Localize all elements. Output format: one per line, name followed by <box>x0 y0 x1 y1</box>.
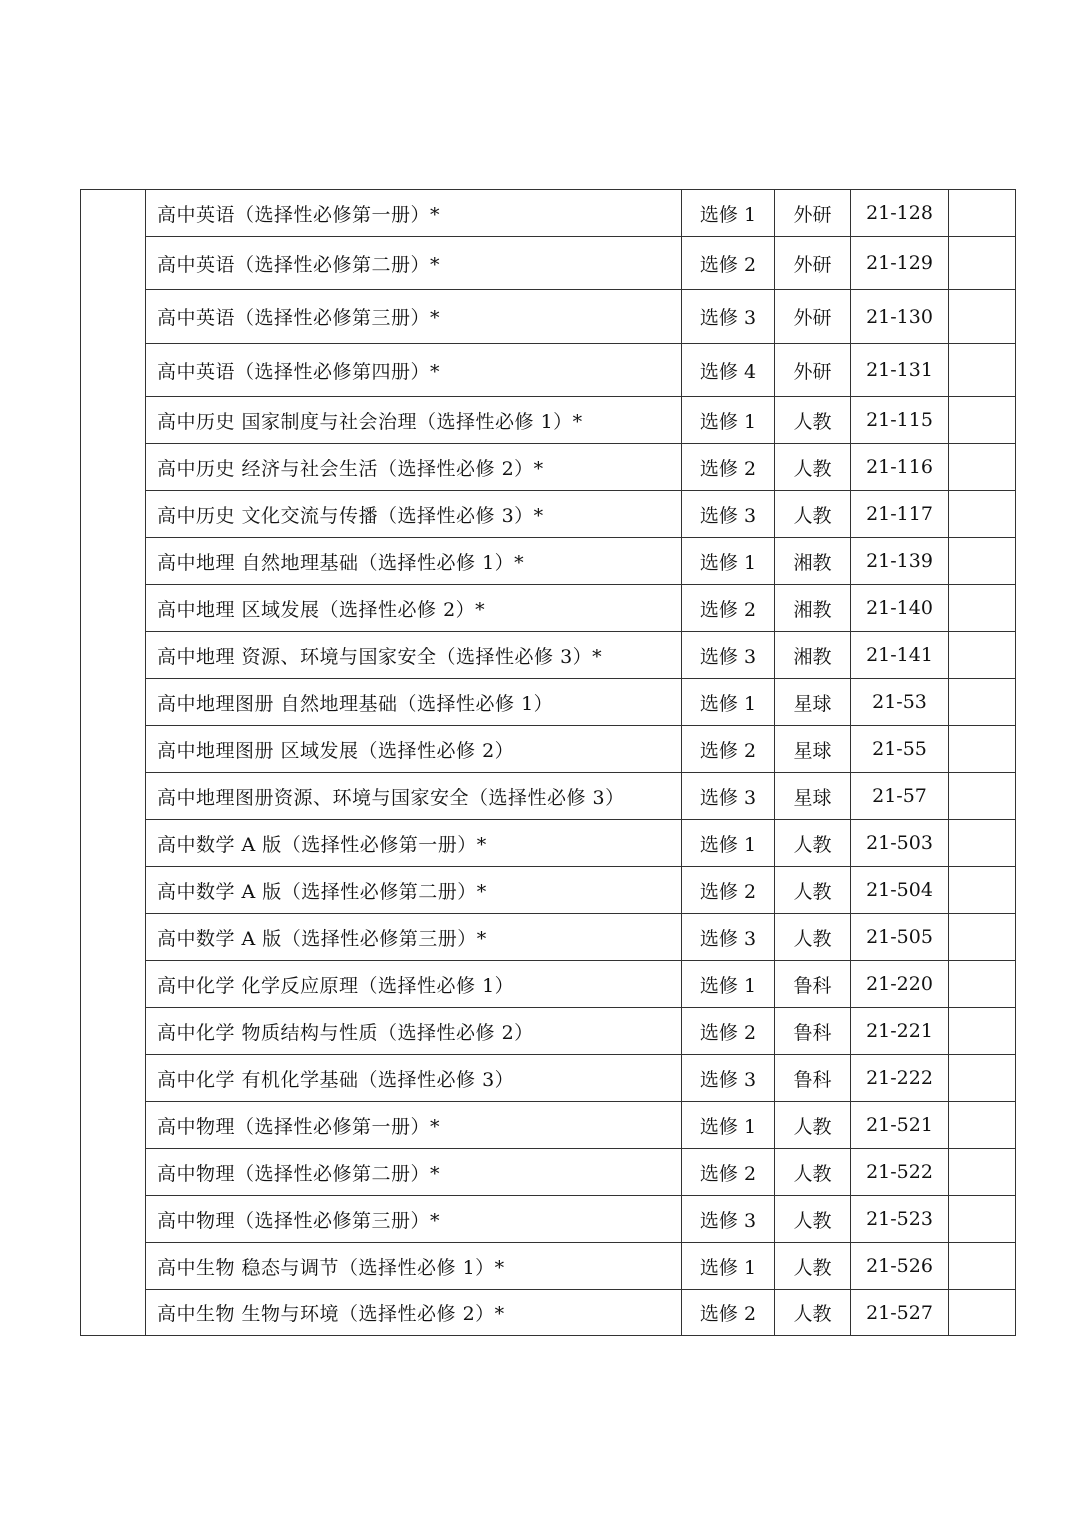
book-title-cell: 高中地理图册资源、环境与国家安全（选择性必修 3） <box>146 773 682 820</box>
note-cell <box>949 491 1016 538</box>
table-row <box>81 190 1016 237</box>
book-title-cell: 高中数学 A 版（选择性必修第一册）* <box>146 820 682 867</box>
book-title-cell: 高中历史 国家制度与社会治理（选择性必修 1）* <box>146 397 682 444</box>
publisher-cell: 湘教 <box>775 538 851 585</box>
book-title-cell: 高中地理 区域发展（选择性必修 2）* <box>146 585 682 632</box>
note-cell <box>949 1102 1016 1149</box>
book-title-cell: 高中地理 自然地理基础（选择性必修 1）* <box>146 538 682 585</box>
book-title-cell: 高中物理（选择性必修第一册）* <box>146 1102 682 1149</box>
volume-cell: 选修 4 <box>682 344 775 397</box>
volume-cell: 选修 3 <box>682 290 775 344</box>
note-cell <box>949 1290 1016 1336</box>
book-title-cell: 高中英语（选择性必修第三册）* <box>146 290 682 344</box>
note-cell <box>949 1243 1016 1290</box>
publisher-cell: 人教 <box>775 491 851 538</box>
code-cell: 21-220 <box>851 961 949 1008</box>
publisher-cell: 人教 <box>775 867 851 914</box>
code-cell: 21-526 <box>851 1243 949 1290</box>
note-cell <box>949 190 1016 237</box>
code-cell: 21-527 <box>851 1290 949 1336</box>
publisher-cell: 外研 <box>775 190 851 237</box>
book-title-cell: 高中英语（选择性必修第一册）* <box>146 190 682 237</box>
note-cell <box>949 773 1016 820</box>
volume-cell: 选修 1 <box>682 1243 775 1290</box>
category-cell <box>81 190 146 1336</box>
publisher-cell: 星球 <box>775 726 851 773</box>
publisher-cell: 星球 <box>775 679 851 726</box>
volume-cell: 选修 2 <box>682 1290 775 1336</box>
book-title-cell: 高中生物 生物与环境（选择性必修 2）* <box>146 1290 682 1336</box>
publisher-cell: 星球 <box>775 773 851 820</box>
publisher-cell: 人教 <box>775 820 851 867</box>
volume-cell: 选修 2 <box>682 444 775 491</box>
table-row <box>81 1290 1016 1336</box>
note-cell <box>949 867 1016 914</box>
volume-cell: 选修 1 <box>682 538 775 585</box>
publisher-cell: 人教 <box>775 444 851 491</box>
publisher-cell: 人教 <box>775 914 851 961</box>
book-title-cell: 高中数学 A 版（选择性必修第三册）* <box>146 914 682 961</box>
table-row <box>81 867 1016 914</box>
note-cell <box>949 632 1016 679</box>
book-title-cell: 高中化学 有机化学基础（选择性必修 3） <box>146 1055 682 1102</box>
book-title-cell: 高中化学 物质结构与性质（选择性必修 2） <box>146 1008 682 1055</box>
table-row <box>81 820 1016 867</box>
book-title-cell: 高中历史 经济与社会生活（选择性必修 2）* <box>146 444 682 491</box>
publisher-cell: 人教 <box>775 1290 851 1336</box>
volume-cell: 选修 2 <box>682 237 775 290</box>
code-cell: 21-55 <box>851 726 949 773</box>
volume-cell: 选修 2 <box>682 1149 775 1196</box>
note-cell <box>949 726 1016 773</box>
note-cell <box>949 290 1016 344</box>
publisher-cell: 湘教 <box>775 585 851 632</box>
volume-cell: 选修 3 <box>682 773 775 820</box>
volume-cell: 选修 1 <box>682 961 775 1008</box>
volume-cell: 选修 3 <box>682 914 775 961</box>
note-cell <box>949 397 1016 444</box>
book-title-cell: 高中历史 文化交流与传播（选择性必修 3）* <box>146 491 682 538</box>
note-cell <box>949 344 1016 397</box>
publisher-cell: 鲁科 <box>775 1008 851 1055</box>
volume-cell: 选修 1 <box>682 190 775 237</box>
textbook-table <box>80 189 1016 1336</box>
code-cell: 21-523 <box>851 1196 949 1243</box>
code-cell: 21-116 <box>851 444 949 491</box>
table-row <box>81 237 1016 290</box>
volume-cell: 选修 2 <box>682 867 775 914</box>
table-row <box>81 585 1016 632</box>
publisher-cell: 人教 <box>775 1196 851 1243</box>
code-cell: 21-129 <box>851 237 949 290</box>
code-cell: 21-141 <box>851 632 949 679</box>
book-title-cell: 高中物理（选择性必修第二册）* <box>146 1149 682 1196</box>
publisher-cell: 鲁科 <box>775 1055 851 1102</box>
code-cell: 21-503 <box>851 820 949 867</box>
table-row <box>81 1196 1016 1243</box>
table-row <box>81 444 1016 491</box>
code-cell: 21-53 <box>851 679 949 726</box>
table-row <box>81 491 1016 538</box>
volume-cell: 选修 2 <box>682 726 775 773</box>
book-title-cell: 高中地理图册 区域发展（选择性必修 2） <box>146 726 682 773</box>
publisher-cell: 人教 <box>775 1102 851 1149</box>
table-row <box>81 914 1016 961</box>
volume-cell: 选修 1 <box>682 679 775 726</box>
book-title-cell: 高中物理（选择性必修第三册）* <box>146 1196 682 1243</box>
table-row <box>81 397 1016 444</box>
book-title-cell: 高中地理 资源、环境与国家安全（选择性必修 3）* <box>146 632 682 679</box>
table-row <box>81 773 1016 820</box>
publisher-cell: 外研 <box>775 344 851 397</box>
table-row <box>81 1008 1016 1055</box>
code-cell: 21-130 <box>851 290 949 344</box>
code-cell: 21-57 <box>851 773 949 820</box>
volume-cell: 选修 1 <box>682 1102 775 1149</box>
table-row <box>81 679 1016 726</box>
table-row <box>81 538 1016 585</box>
note-cell <box>949 237 1016 290</box>
volume-cell: 选修 1 <box>682 820 775 867</box>
code-cell: 21-140 <box>851 585 949 632</box>
publisher-cell: 外研 <box>775 290 851 344</box>
table-row <box>81 1149 1016 1196</box>
code-cell: 21-505 <box>851 914 949 961</box>
code-cell: 21-115 <box>851 397 949 444</box>
book-title-cell: 高中数学 A 版（选择性必修第二册）* <box>146 867 682 914</box>
table-row <box>81 1055 1016 1102</box>
book-title-cell: 高中化学 化学反应原理（选择性必修 1） <box>146 961 682 1008</box>
book-title-cell: 高中英语（选择性必修第二册）* <box>146 237 682 290</box>
code-cell: 21-521 <box>851 1102 949 1149</box>
volume-cell: 选修 2 <box>682 1008 775 1055</box>
table-row <box>81 961 1016 1008</box>
note-cell <box>949 1008 1016 1055</box>
volume-cell: 选修 3 <box>682 1055 775 1102</box>
book-title-cell: 高中地理图册 自然地理基础（选择性必修 1） <box>146 679 682 726</box>
table-row <box>81 1243 1016 1290</box>
note-cell <box>949 820 1016 867</box>
volume-cell: 选修 1 <box>682 397 775 444</box>
note-cell <box>949 585 1016 632</box>
code-cell: 21-221 <box>851 1008 949 1055</box>
table-body <box>81 190 1016 1336</box>
table-row <box>81 290 1016 344</box>
code-cell: 21-117 <box>851 491 949 538</box>
publisher-cell: 人教 <box>775 1149 851 1196</box>
publisher-cell: 人教 <box>775 397 851 444</box>
book-title-cell: 高中英语（选择性必修第四册）* <box>146 344 682 397</box>
code-cell: 21-139 <box>851 538 949 585</box>
note-cell <box>949 961 1016 1008</box>
publisher-cell: 鲁科 <box>775 961 851 1008</box>
publisher-cell: 湘教 <box>775 632 851 679</box>
code-cell: 21-222 <box>851 1055 949 1102</box>
code-cell: 21-504 <box>851 867 949 914</box>
note-cell <box>949 679 1016 726</box>
note-cell <box>949 538 1016 585</box>
code-cell: 21-131 <box>851 344 949 397</box>
note-cell <box>949 914 1016 961</box>
note-cell <box>949 1196 1016 1243</box>
note-cell <box>949 1055 1016 1102</box>
table-row <box>81 1102 1016 1149</box>
volume-cell: 选修 3 <box>682 632 775 679</box>
publisher-cell: 人教 <box>775 1243 851 1290</box>
table-row <box>81 726 1016 773</box>
volume-cell: 选修 3 <box>682 491 775 538</box>
code-cell: 21-128 <box>851 190 949 237</box>
volume-cell: 选修 3 <box>682 1196 775 1243</box>
note-cell <box>949 444 1016 491</box>
code-cell: 21-522 <box>851 1149 949 1196</box>
table-row <box>81 632 1016 679</box>
table-row <box>81 344 1016 397</box>
volume-cell: 选修 2 <box>682 585 775 632</box>
note-cell <box>949 1149 1016 1196</box>
publisher-cell: 外研 <box>775 237 851 290</box>
book-title-cell: 高中生物 稳态与调节（选择性必修 1）* <box>146 1243 682 1290</box>
